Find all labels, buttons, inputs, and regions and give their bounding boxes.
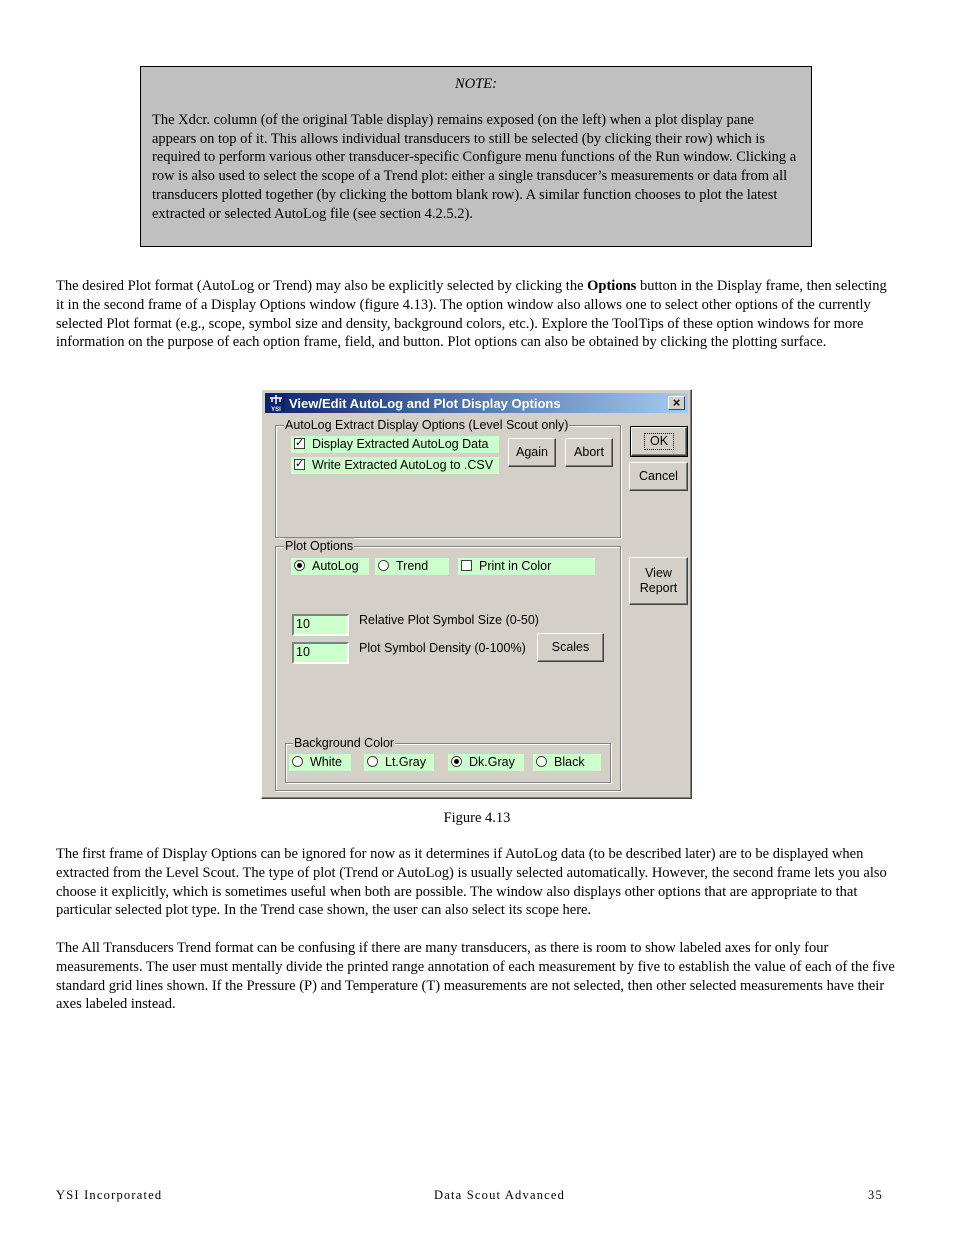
ok-button[interactable] [631,427,687,456]
note-text: The Xdcr. column (of the original Table display) remains exposed (on the left) when a plot display pane appears on top of it. This allows individual transducers to still be selected (by clicking their row) which is required to perform various other transducer-specific Configure menu functions of the Run window. Clicking a row is also used to select the scope of a Trend plot: either a single transducer’s measurements or data from all transducers plotted together (by clicking the bottom blank row). A similar function chooses to plot the latest extracted or selected AutoLog file (see section 4.2.5.2). [152,112,797,222]
paragraph-display-options: The first frame of Display Options can be ignored for now as it determines if AutoLog data (to be described later) are to be displayed when extracted from the Level Scout. The type of plot (Trend or AutoLog) is usually selected automatically. However, the second frame lets you also choose it explicitly, which is sometimes useful when both are possible. The window also displays other options that are appropriate to that particular selected plot type. In the Trend case shown, the user can also select its scope here. [56,846,887,919]
close-icon: × [672,395,681,410]
dialog-titlebar [265,393,688,413]
black-radio-label: Black [554,755,585,769]
trend-radio[interactable] [375,558,449,575]
write-extracted-label: Write Extracted AutoLog to .CSV [312,458,494,472]
black-radio[interactable] [533,754,601,771]
ysi-app-icon [267,394,285,412]
dkgray-radio-label: Dk.Gray [469,755,515,769]
print-color-label: Print in Color [479,559,552,573]
white-radio-label: White [310,755,342,769]
ltgray-radio[interactable] [364,754,434,771]
write-extracted-checkbox[interactable] [291,457,499,474]
dkgray-radio[interactable] [448,754,524,771]
note-box [140,66,812,247]
footer-company: YSI Incorporated [56,1188,163,1202]
paragraph-plot-format [56,277,898,352]
para1-options-bold: Options [587,278,637,294]
display-extracted-checkbox[interactable] [291,436,499,453]
again-button[interactable]: Again [508,438,556,467]
checkbox-icon [461,560,472,571]
view-report-label-1: View [645,566,672,580]
check-icon: ✓ [295,458,305,470]
plot-options-group [275,539,621,791]
autolog-extract-group [275,418,621,538]
background-color-group [285,736,611,783]
dialog-title: View/Edit AutoLog and Plot Display Options [289,396,561,411]
symbol-size-input[interactable]: 10 [292,614,349,636]
ok-label: OK [644,433,674,450]
note-title: NOTE: [455,76,497,92]
autolog-extract-group-label: AutoLog Extract Display Options (Level Scout only) [285,418,569,432]
radio-selected-icon [294,560,305,571]
para1-before: The desired Plot format (AutoLog or Trend) may also be explicitly selected by clicking the [56,278,588,294]
svg-text:YSI: YSI [271,407,281,412]
footer-page-number: 35 [868,1188,883,1202]
radio-selected-icon [451,756,462,767]
paragraph-all-transducers: The All Transducers Trend format can be confusing if there are many transducers, as there is room to show labeled axes for only four measurements. The user must mentally divide the printed range annotation of each measurement by five to establish the value of each of the five standard grid lines shown. If the Pressure (P) and Temperature (T) measurements are not selected, then other selected measurements have their axes labeled instead. [56,940,895,1013]
close-button[interactable] [668,396,685,410]
ltgray-radio-label: Lt.Gray [385,755,426,769]
symbol-density-label: Plot Symbol Density (0-100%) [359,641,526,655]
radio-icon [378,560,389,571]
background-color-group-label: Background Color [294,736,395,750]
plot-options-group-label: Plot Options [285,539,354,553]
radio-icon [536,756,547,767]
print-color-checkbox[interactable] [458,558,595,575]
white-radio[interactable] [289,754,351,771]
symbol-size-label: Relative Plot Symbol Size (0-50) [359,613,539,627]
figure-caption: Figure 4.13 [443,810,511,826]
scales-button[interactable]: Scales [537,633,604,662]
view-report-label-2: Report [639,581,678,595]
autolog-radio-label: AutoLog [312,559,359,573]
footer-title: Data Scout Advanced [434,1188,566,1202]
view-report-button[interactable] [629,557,688,605]
display-extracted-label: Display Extracted AutoLog Data [312,437,489,451]
para1-after: button in the Display frame, then selecting it in the second frame of a Display Options window (figure 4.13). The option window also allows one to select other options of the currently selected Plot format (e.g., scope, symbol size and density, background colors, etc.). Explore the ToolTips of these option windows for more information on the purpose of each option frame, field, and button. Plot options can also be obtained by clicking the plotting surface. [56,278,887,351]
radio-icon [292,756,303,767]
abort-button[interactable]: Abort [565,438,613,467]
trend-radio-label: Trend [396,559,429,573]
symbol-density-input[interactable]: 10 [292,642,349,664]
radio-icon [367,756,378,767]
check-icon: ✓ [295,437,305,449]
cancel-button[interactable]: Cancel [629,462,688,491]
autolog-radio[interactable] [291,558,369,575]
display-options-dialog [261,389,692,799]
